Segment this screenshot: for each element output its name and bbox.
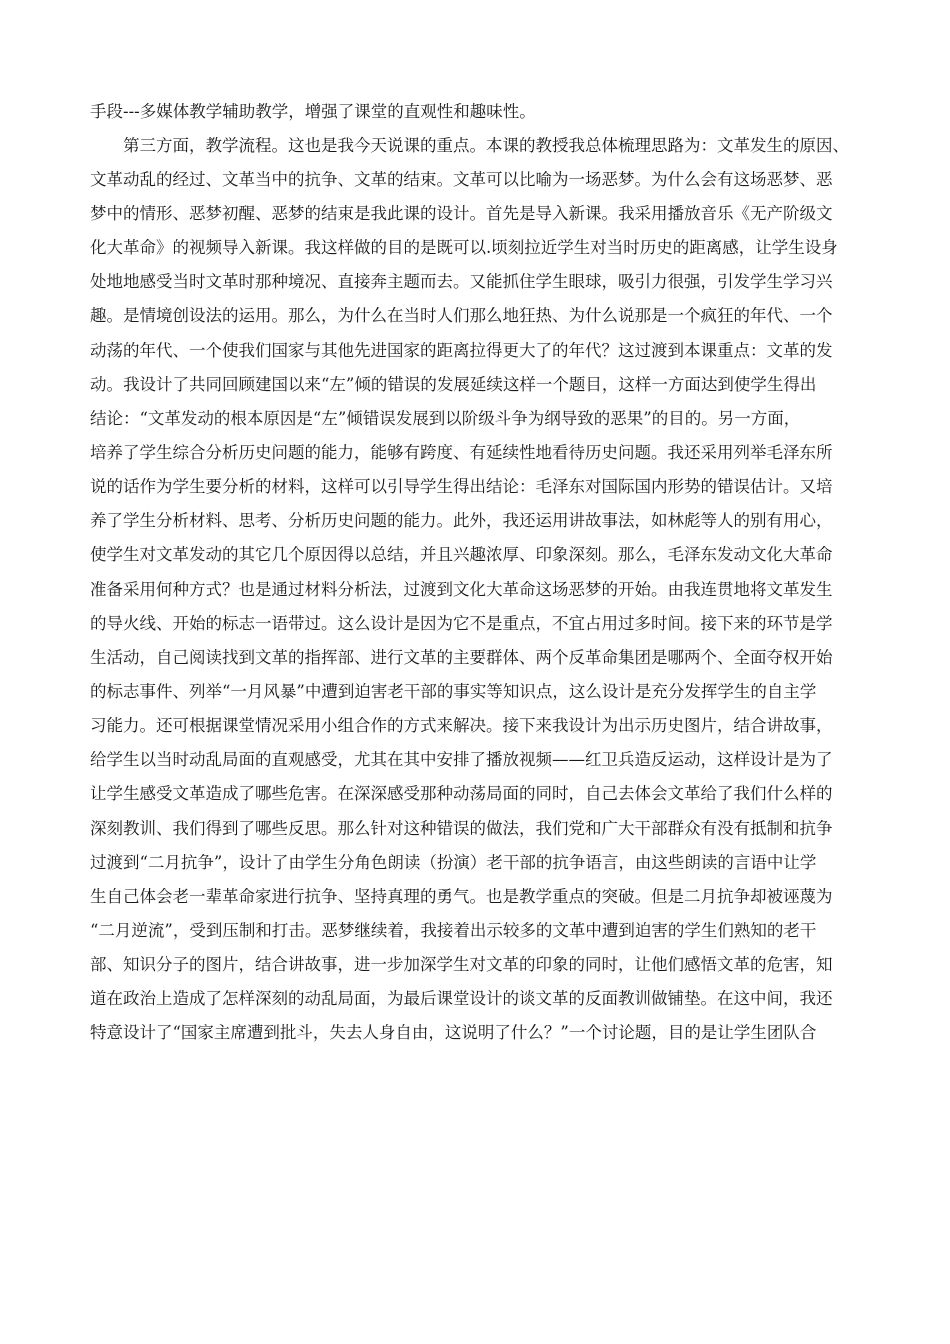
text-line: 文革动乱的经过、文革当中的抗争、文革的结束。文革可以比喻为一场恶梦。为什么会有这场恶梦、恶: [90, 170, 833, 189]
text-line: 动。我设计了共同回顾建国以来“左”倾的错误的发展延续这样一个题目，这样一方面达到使学生得出: [90, 375, 817, 394]
text-line: 结论：“文革发动的根本原因是“左”倾错误发展到以阶级斗争为纲导致的恶果”的目的。另一方面，: [90, 409, 801, 428]
text-line: 的导火线、开始的标志一语带过。这么设计是因为它不是重点，不宜占用过多时间。接下来的环节是学: [90, 614, 833, 633]
text-line: “二月逆流”，受到压制和打击。恶梦继续着，我接着出示较多的文革中遭到迫害的学生们熟知的老干: [90, 921, 817, 940]
text-line: 深刻教训、我们得到了哪些反思。那么针对这种错误的做法，我们党和广大干部群众有没有抵制和抗争: [90, 819, 833, 838]
text-line: 过渡到“二月抗争”，设计了由学生分角色朗读（扮演）老干部的抗争语言，由这些朗读的言语中让学: [90, 853, 817, 872]
text-line: 生自己体会老一辈革命家进行抗争、坚持真理的勇气。也是教学重点的突破。但是二月抗争却被诬蔑为: [90, 887, 833, 906]
text-line: 部、知识分子的图片，结合讲故事，进一步加深学生对文革的印象的同时，让他们感悟文革的危害，知: [90, 955, 833, 974]
text-line: 趣。是情境创设法的运用。那么，为什么在当时人们那么地狂热、为什么说那是一个疯狂的年代、一个: [90, 306, 833, 325]
text-line: 让学生感受文革造成了哪些危害。在深深感受那种动荡局面的同时，自己去体会文革给了我们什么样的: [90, 784, 833, 803]
text-line: 给学生以当时动乱局面的直观感受，尤其在其中安排了播放视频——红卫兵造反运动，这样设计是为了: [90, 750, 833, 769]
text-line: 养了学生分析材料、思考、分析历史问题的能力。此外，我还运用讲故事法，如林彪等人的别有用心，: [90, 511, 833, 530]
text-line: 手段---多媒体教学辅助教学，增强了课堂的直观性和趣味性。: [90, 102, 536, 121]
text-line: 使学生对文革发动的其它几个原因得以总结，并且兴趣浓厚、印象深刻。那么，毛泽东发动文化大革命: [90, 545, 833, 564]
text-line: 动荡的年代、一个使我们国家与其他先进国家的距离拉得更大了的年代？这过渡到本课重点：文革的发: [90, 341, 833, 360]
text-line: 特意设计了“国家主席遭到批斗，失去人身自由，这说明了什么？”一个讨论题，目的是让学生团队合: [90, 1023, 817, 1042]
text-line: 培养了学生综合分析历史问题的能力，能够有跨度、有延续性地看待历史问题。我还采用列举毛泽东所: [90, 443, 833, 462]
text-line: 化大革命》的视频导入新课。我这样做的目的是既可以.顷刻拉近学生对当时历史的距离感，让学生设身: [90, 238, 838, 257]
text-line: 处地地感受当时文革时那种境况、直接奔主题而去。又能抓住学生眼球，吸引力很强，引发学生学习兴: [90, 272, 833, 291]
text-line: 的标志事件、列举“一月风暴”中遭到迫害老干部的事实等知识点，这么设计是充分发挥学生的自主学: [90, 682, 817, 701]
text-line: 说的话作为学生要分析的材料，这样可以引导学生得出结论：毛泽东对国际国内形势的错误估计。又培: [90, 477, 833, 496]
text-line: 梦中的情形、恶梦初醒、恶梦的结束是我此课的设计。首先是导入新课。我采用播放音乐《无产阶级文: [90, 204, 833, 223]
text-line: 生活动，自己阅读找到文革的指挥部、进行文革的主要群体、两个反革命集团是哪两个、全面夺权开始: [90, 648, 833, 667]
text-line: 准备采用何种方式？也是通过材料分析法，过渡到文化大革命这场恶梦的开始。由我连贯地将文革发生: [90, 580, 833, 599]
text-line: 习能力。还可根据课堂情况采用小组合作的方式来解决。接下来我设计为出示历史图片，结合讲故事，: [90, 716, 833, 735]
text-line: 第三方面，教学流程。这也是我今天说课的重点。本课的教授我总体梳理思路为：文革发生的原因、: [123, 136, 849, 155]
text-line: 道在政治上造成了怎样深刻的动乱局面，为最后课堂设计的谈文革的反面教训做铺垫。在这中间，我还: [90, 989, 833, 1008]
